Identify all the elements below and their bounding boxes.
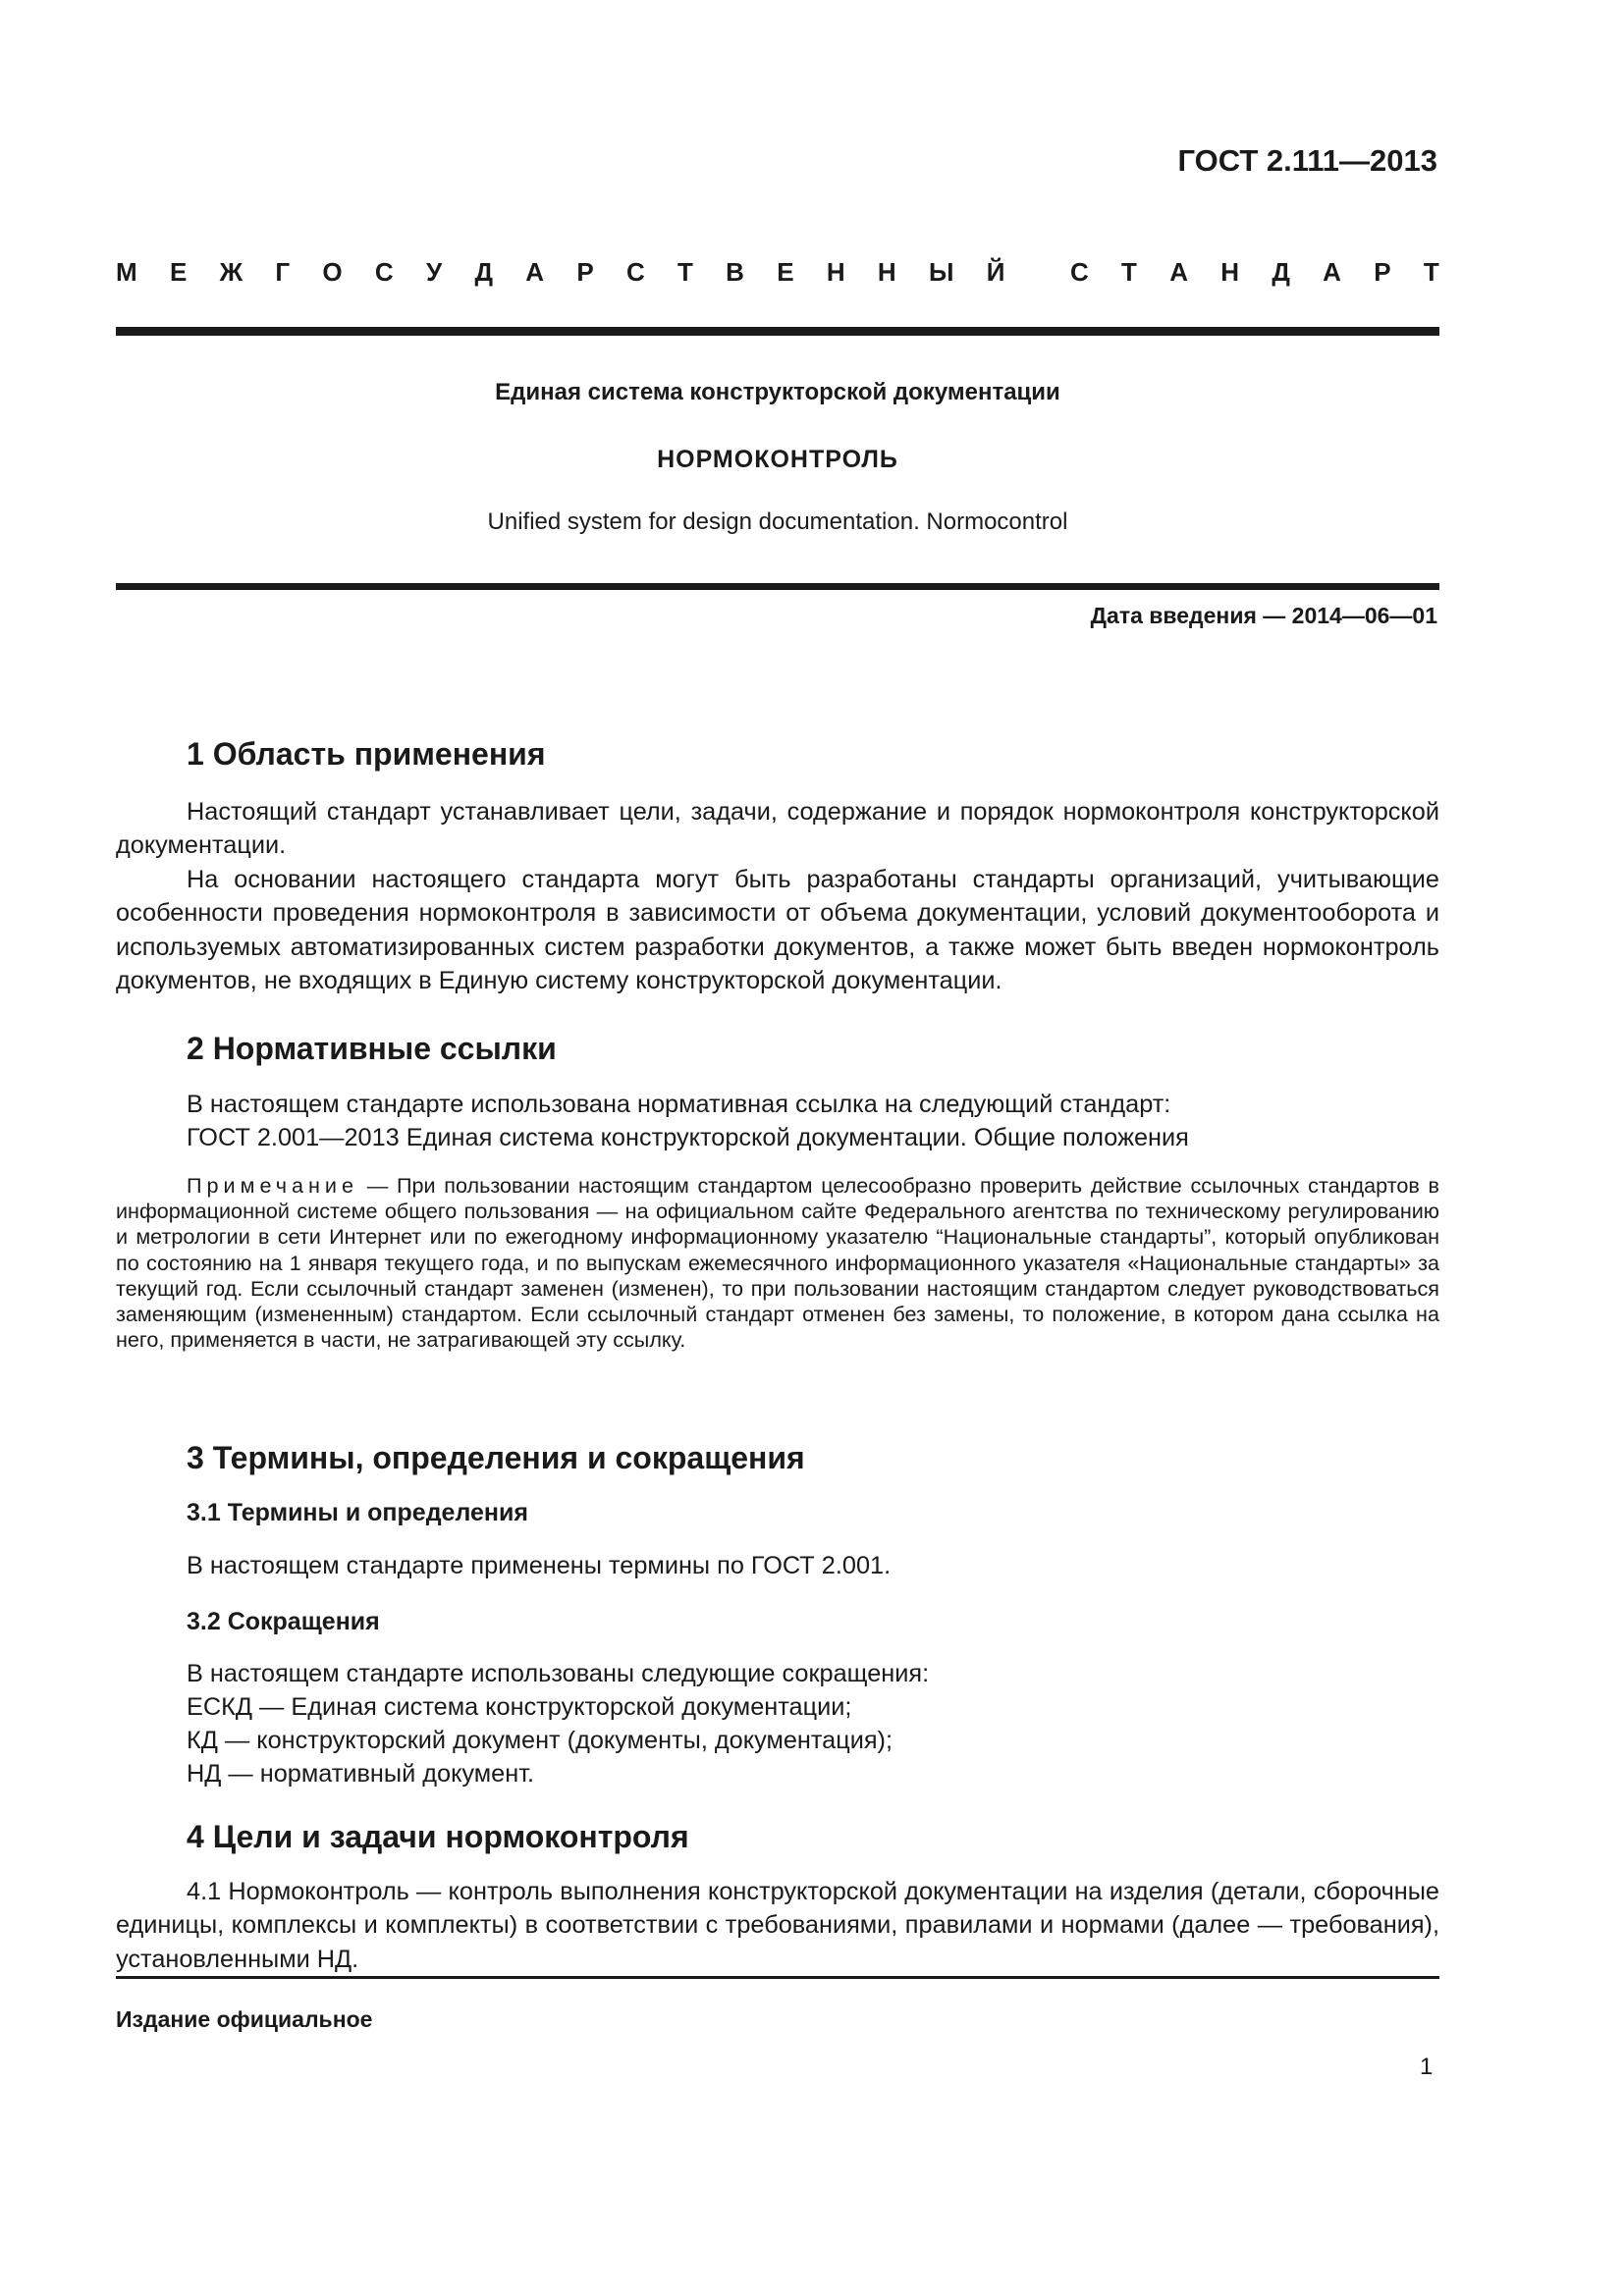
banner-letter: А	[1169, 257, 1188, 287]
banner-letter: Ж	[219, 257, 244, 287]
section-2-heading: 2 Нормативные ссылки	[187, 1031, 557, 1066]
banner-letter: Р	[1374, 257, 1391, 287]
banner-letter: Д	[1272, 257, 1290, 287]
introduction-date: Дата введения — 2014—06—01	[1090, 603, 1437, 628]
section-1-paragraph-1: Настоящий стандарт устанавливает цели, задачи, содержание и порядок нормоконтроля конструкторской документации.	[116, 798, 1439, 860]
edition-label: Издание официальное	[116, 2006, 373, 2032]
section-1-paragraph-2: На основании настоящего стандарта могут быть разработаны стандарты организаций, учитывающие особенности проведения нормоконтроля в зависимости от объема документации, условий документооборота и используемых автоматизированных систем разработки документов, а также может быть введен нормоконтроль документов, не входящих в Единую систему конструкторской документации.	[116, 866, 1439, 995]
abbreviation-item: НД — нормативный документ.	[187, 1760, 535, 1788]
abbreviation-intro: В настоящем стандарте использованы следующие сокращения:	[187, 1660, 930, 1687]
standard-type-banner	[116, 257, 1439, 288]
banner-letter: Ы	[928, 257, 954, 287]
banner-letter: С	[374, 257, 394, 287]
banner-letter: В	[726, 257, 744, 287]
note-label: Примечание	[187, 1173, 358, 1198]
section-4-heading: 4 Цели и задачи нормоконтроля	[187, 1819, 689, 1854]
document-code: ГОСТ 2.111—2013	[1177, 143, 1437, 178]
section-3-heading: 3 Термины, определения и сокращения	[187, 1440, 805, 1475]
banner-letter: Н	[1220, 257, 1240, 287]
page-number: 1	[1420, 2054, 1434, 2080]
subsection-3-2-heading: 3.2 Сокращения	[187, 1608, 380, 1635]
banner-letter: У	[425, 257, 443, 287]
series-title: Единая система конструкторской документации	[495, 379, 1060, 405]
banner-letter: Р	[576, 257, 594, 287]
banner-letter: Т	[1423, 257, 1439, 287]
abbreviation-item: ЕСКД — Единая система конструкторской документации;	[187, 1693, 852, 1721]
banner-letter: Н	[826, 257, 845, 287]
section-2-note	[116, 1173, 1439, 1353]
banner-letter: О	[322, 257, 343, 287]
banner-letter: Д	[474, 257, 493, 287]
banner-letter: М	[116, 257, 137, 287]
banner-letter: С	[1069, 257, 1089, 287]
section-2-line-2: ГОСТ 2.001—2013 Единая система конструкторской документации. Общие положения	[187, 1124, 1189, 1151]
section-4-paragraph-1: 4.1 Нормоконтроль — контроль выполнения конструкторской документации на изделия (детали, сборочные единицы, комплексы и комплекты) в соответствии с требованиями, правилами и нормами (далее — требования), установленными НД.	[116, 1878, 1439, 1973]
banner-letter: Й	[986, 257, 1005, 287]
banner-letter: А	[1323, 257, 1341, 287]
section-2-line-1: В настоящем стандарте использована нормативная ссылка на следующий стандарт:	[187, 1091, 1171, 1118]
header-rule-top	[116, 327, 1439, 336]
footer-rule	[116, 1976, 1439, 1979]
banner-letter: А	[525, 257, 545, 287]
banner-letter: Т	[1121, 257, 1137, 287]
subsection-3-1-text: В настоящем стандарте применены термины по ГОСТ 2.001.	[187, 1552, 892, 1579]
subsection-3-1-heading: 3.1 Термины и определения	[187, 1499, 528, 1526]
banner-letter: Е	[169, 257, 188, 287]
banner-letter: Т	[677, 257, 693, 287]
note-text: — При пользовании настоящим стандартом целесообразно проверить действие ссылочных стандартов в информационной системе общего пользования — на официальном сайте Федерального агентства по техническому регулированию и метрологии в сети Интернет или по ежегодному информационному указателю “Национальные стандарты”, который опубликован по состоянию на 1 января текущего года, и по выпускам ежемесячного информационного указателя «Национальные стандарты» за текущий год. Если ссылочный стандарт заменен (изменен), то при пользовании настоящим стандартом следует руководствоваться заменяющим (измененным) стандартом. Если ссылочный стандарт отменен без замены, то положение, в котором дана ссылка на него, применяется в части, не затрагивающей эту ссылку.	[116, 1173, 1439, 1353]
header-rule-bottom	[116, 583, 1439, 590]
banner-letter: С	[625, 257, 645, 287]
section-1-heading: 1 Область применения	[187, 736, 546, 772]
abbreviation-item: КД — конструкторский документ (документы, документация);	[187, 1727, 893, 1754]
banner-letter: Н	[877, 257, 896, 287]
document-title-english: Unified system for design documentation. Normocontrol	[487, 508, 1068, 535]
banner-letter: Е	[777, 257, 794, 287]
banner-letter: Г	[275, 257, 291, 287]
document-title: НОРМОКОНТРОЛЬ	[657, 446, 898, 473]
